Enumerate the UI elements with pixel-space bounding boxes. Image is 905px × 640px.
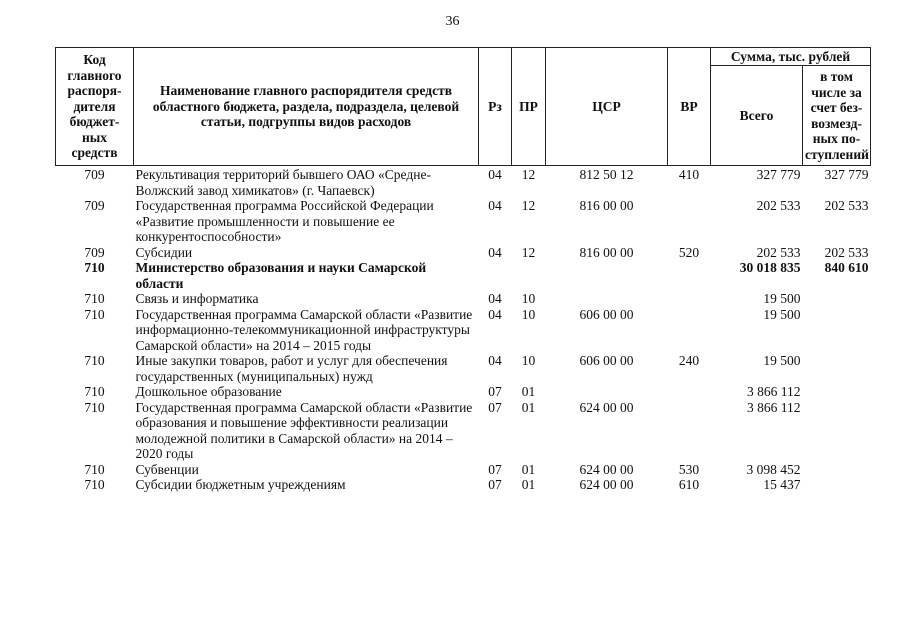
cell-total: 19 500 [763,353,801,368]
col-header-vr: ВР [668,48,711,166]
cell-pr: 01 [521,477,536,492]
cell-rz [479,260,512,291]
cell-csr: 624 00 00 [579,477,634,492]
cell-total: 15 437 [763,477,801,492]
cell-csr: 624 00 00 [579,399,634,415]
page-number: 36 [445,14,460,29]
cell-name: Субсидии [135,244,193,260]
table-row [56,477,871,493]
cell-grants [803,307,871,354]
table-row [56,245,871,261]
cell-name: Иные закупки товаров, работ и услуг для обеспечения государственных (муниципальных) нужд [135,353,448,384]
cell-rz: 04 [488,198,502,213]
cell-total: 3 866 112 [747,384,801,399]
cell-rz: 07 [488,461,502,477]
cell-csr [546,260,668,291]
cell-csr [546,384,668,400]
cell-pr: 10 [521,353,536,368]
table-header [56,48,871,166]
cell-name: Министерство образования и науки Самарской области [135,260,427,291]
cell-name: Рекультивация территорий бывшего ОАО «Средне-Волжский завод химикатов» (г. Чапаевск) [135,167,431,198]
cell-code: 710 [84,399,105,415]
table-body [56,166,871,493]
cell-grants [803,353,871,384]
cell-code: 710 [84,306,105,322]
cell-grants: 202 533 [824,198,869,213]
cell-vr: 520 [678,244,700,260]
cell-pr: 10 [521,306,536,322]
cell-total: 202 533 [756,244,801,260]
cell-grants [803,291,871,307]
cell-total: 3 098 452 [746,461,801,477]
col-header-pr: ПР [512,48,546,166]
cell-code: 709 [84,244,105,260]
cell-vr [668,198,711,245]
cell-vr: 410 [678,167,700,182]
cell-pr: 01 [521,461,536,477]
cell-grants: 840 610 [824,260,869,275]
cell-code: 710 [84,477,105,492]
cell-pr [512,260,546,291]
table-row [56,307,871,354]
cell-rz: 04 [488,353,502,368]
cell-vr: 240 [678,353,700,368]
cell-code: 710 [84,260,105,275]
cell-rz: 04 [488,167,502,182]
table-row [56,260,871,291]
cell-name: Субсидии бюджетным учреждениям [135,477,346,492]
cell-vr [668,307,711,354]
cell-name: Государственная программа Самарской области «Развитие информационно-телекоммуникационной инфраструктуры Самарской области» на 2014 – 2015 годы [135,306,473,353]
cell-grants [803,462,871,478]
cell-vr [668,384,711,400]
col-header-total: Всего [711,66,803,166]
cell-total: 327 779 [756,167,801,182]
cell-csr: 816 00 00 [579,198,634,213]
cell-csr: 606 00 00 [579,353,634,368]
cell-rz: 07 [488,384,502,399]
table-row [56,353,871,384]
cell-code: 709 [84,167,105,182]
col-header-name: Наименование главного распорядителя средств областного бюджета, раздела, подраздела, целевой статьи, подгруппы видов расходов [134,48,479,166]
cell-name: Связь и информатика [135,291,259,306]
cell-grants [803,400,871,462]
cell-grants: 327 779 [824,167,869,182]
table-row [56,462,871,478]
cell-rz: 04 [488,291,502,306]
cell-vr [668,400,711,462]
cell-vr [668,260,711,291]
cell-total: 3 866 112 [747,399,801,415]
cell-code: 709 [84,198,105,213]
cell-code: 710 [84,461,105,477]
table-row [56,198,871,245]
col-header-csr: ЦСР [546,48,668,166]
cell-rz: 04 [488,306,502,322]
col-header-code: Код главного распоря-дителя бюджет-ных средств [56,48,134,166]
col-header-rz: Рз [479,48,512,166]
cell-code: 710 [84,384,105,399]
cell-total: 19 500 [763,291,801,306]
cell-total: 30 018 835 [739,260,801,275]
budget-table [55,47,871,493]
cell-pr: 12 [521,198,536,213]
cell-vr: 530 [678,461,700,477]
col-header-grants: в том числе за счет без-возмезд-ных по-ступлений [803,66,871,166]
cell-name: Государственная программа Самарской области «Развитие образования и повышение эффективности реализации молодежной политики в Самарской области» на 2014 – 2020 годы [135,399,473,461]
cell-vr: 610 [678,477,700,492]
cell-csr [546,291,668,307]
cell-rz: 04 [488,244,502,260]
cell-name: Дошкольное образование [135,384,282,399]
cell-name: Государственная программа Российской Федерации «Развитие промышленности и повышение ее конкурентоспособности» [135,198,434,244]
table-row [56,166,871,199]
cell-pr: 12 [521,244,536,260]
cell-grants [803,477,871,493]
col-header-sum-group: Сумма, тыс. рублей [711,48,871,66]
cell-pr: 12 [521,167,536,182]
table-row [56,384,871,400]
cell-grants: 202 533 [824,244,869,260]
cell-csr: 606 00 00 [579,306,634,322]
table-row [56,400,871,462]
cell-csr: 812 50 12 [579,167,634,182]
cell-name: Субвенции [135,461,199,477]
table-row [56,291,871,307]
cell-total: 202 533 [756,198,801,213]
cell-csr: 816 00 00 [579,244,634,260]
cell-code: 710 [84,291,105,306]
cell-csr: 624 00 00 [579,461,634,477]
cell-pr: 01 [521,384,536,399]
cell-pr: 10 [521,291,536,306]
cell-total: 19 500 [763,306,801,322]
cell-pr: 01 [521,399,536,415]
cell-code: 710 [84,353,105,368]
cell-rz: 07 [488,477,502,492]
cell-grants [803,384,871,400]
cell-rz: 07 [488,399,502,415]
cell-vr [668,291,711,307]
